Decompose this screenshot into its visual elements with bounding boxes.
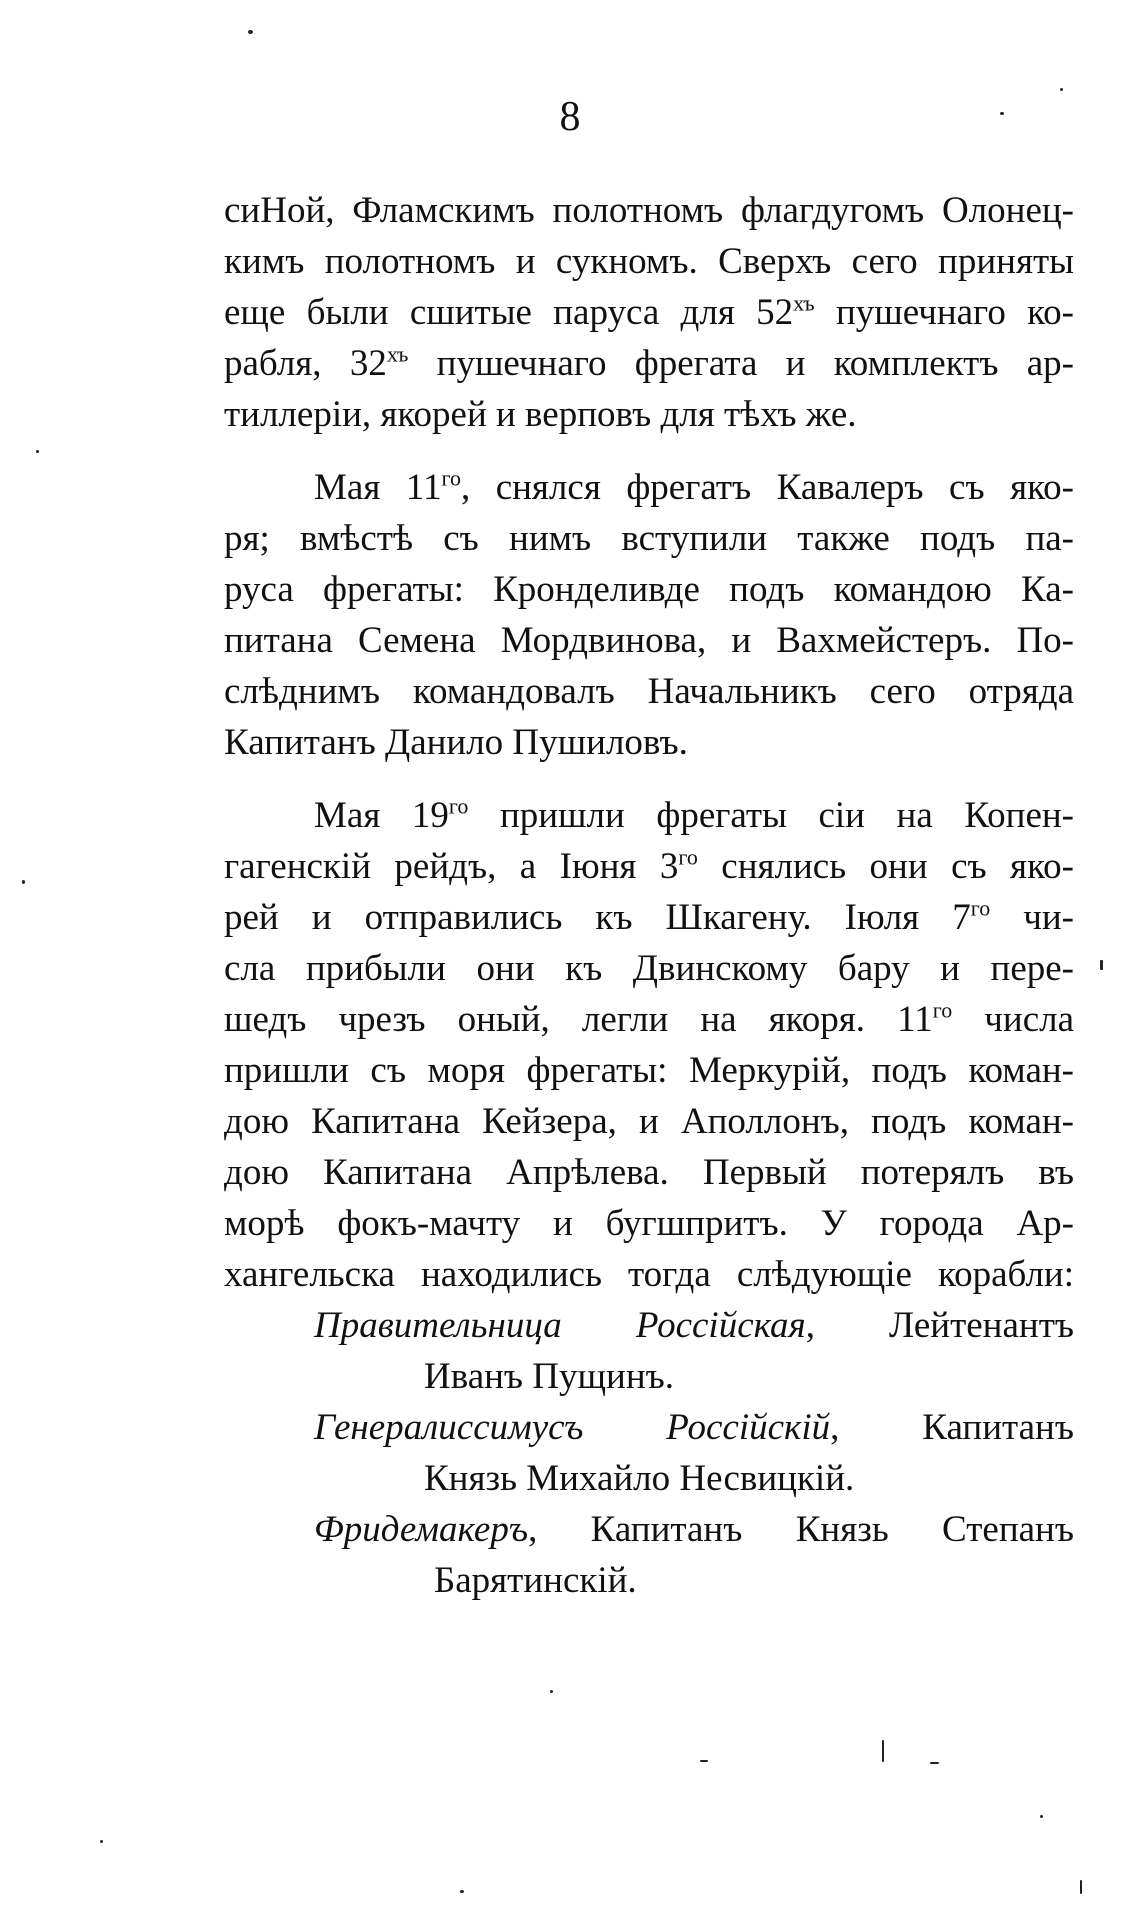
- scan-speck: [1080, 1880, 1082, 1894]
- text-line: Иванъ Пущинъ.: [424, 1356, 675, 1397]
- scan-speck: [1060, 88, 1063, 91]
- scan-speck: [700, 1760, 708, 1762]
- text-line: дою Капитана Кейзера, и Аполлонъ, подъ коман-: [224, 1101, 1074, 1142]
- superscript: хъ: [386, 341, 409, 367]
- scan-speck: [36, 450, 39, 453]
- text-line: морѣ фокъ-мачту и бугшпритъ. У города Ар-: [224, 1203, 1074, 1244]
- text-line: хангельска находились тогда слѣдующiе корабли:: [224, 1254, 1074, 1295]
- ship-entry: [224, 1504, 1074, 1606]
- text-line: кимъ полотномъ и сукномъ. Сверхъ сего приняты: [224, 241, 1074, 282]
- text-line: шедъ чрезъ оный, легли на якоря. $11^{го}$ числа: [224, 997, 1075, 1040]
- superscript: го: [678, 844, 698, 870]
- scan-speck: [1100, 960, 1103, 970]
- text-line: слѣднимъ командовалъ Начальникъ сего отряда: [224, 671, 1074, 712]
- text-line: рей и отправились къ Шкагену. Iюля $7^{го}$ чи-: [224, 895, 1075, 938]
- scan-speck: [550, 1690, 553, 1693]
- scan-speck: [460, 1890, 464, 1893]
- text-line: Мая $11^{го}$, снялся фрегатъ Кавалеръ съ яко-: [314, 465, 1075, 508]
- ship-name: Генералиссимусъ Россiйскiй: [314, 1407, 831, 1448]
- scan-speck: [22, 880, 25, 884]
- text-line: Мая $19^{го}$ пришли фрегаты сiи на Копен-: [314, 793, 1074, 836]
- superscript: го: [448, 793, 469, 819]
- text-line: питана Семена Мордвинова, и Вахмейстеръ. По-: [224, 620, 1074, 661]
- paragraph-2: [224, 462, 1074, 768]
- text-line: сиНой, Фламскимъ полотномъ флагдугомъ Олонец-: [224, 190, 1074, 231]
- text-line: еще были сшитые паруса для $52^{хъ}$ пушечнаго ко-: [224, 290, 1074, 333]
- ship-entry: [224, 1402, 1074, 1504]
- text-line: рабля, $32^{хъ}$ пушечнаго фрегата и комплектъ ар-: [224, 341, 1074, 384]
- text-line: Капитанъ Данило Пушиловъ.: [224, 722, 688, 763]
- paragraph-1: [224, 185, 1074, 440]
- superscript: го: [970, 895, 991, 921]
- ship-name: Правительница Россiйская: [314, 1305, 806, 1346]
- text-line: дою Капитана Апрѣлева. Первый потерялъ въ: [224, 1152, 1074, 1193]
- text-line: Барятинскiй.: [434, 1560, 637, 1601]
- scan-speck: [930, 1762, 939, 1764]
- superscript: го: [441, 465, 461, 491]
- paragraph-3: [224, 790, 1074, 1300]
- text-line: Фридемакеръ, Капитанъ Князь Степанъ: [314, 1509, 1074, 1550]
- page-number: 8: [559, 94, 581, 140]
- superscript: го: [932, 997, 953, 1023]
- text-line: пришли съ моря фрегаты: Меркурiй, подъ коман-: [224, 1050, 1074, 1091]
- text-line: ря; вмѣстѣ съ нимъ вступили также подъ па-: [224, 518, 1074, 559]
- text-line: Генералиссимусъ Россiйскiй, Капитанъ: [314, 1407, 1074, 1448]
- scan-speck: [1000, 112, 1004, 115]
- text-line: Правительница Россiйская, Лейтенантъ: [314, 1305, 1074, 1346]
- scan-speck: [882, 1740, 884, 1762]
- body-text: [224, 185, 1074, 1606]
- superscript: хъ: [793, 290, 815, 316]
- scan-speck: [100, 1840, 103, 1843]
- text-line: Князь Михайло Несвицкiй.: [424, 1458, 855, 1499]
- text-line: тиллерiи, якорей и верповъ для тѣхъ же.: [224, 394, 857, 435]
- scan-speck: [248, 30, 253, 34]
- ship-name: Фридемакеръ: [314, 1509, 529, 1550]
- text-line: руса фрегаты: Кронделивде подъ командою Ка-: [224, 569, 1074, 610]
- text-line: гагенскiй рейдъ, а Iюня $3^{го}$ снялись они съ яко-: [224, 844, 1074, 887]
- text-line: сла прибыли они къ Двинскому бару и пере-: [224, 948, 1074, 989]
- scan-speck: [1040, 1815, 1043, 1818]
- ship-entry: [224, 1300, 1074, 1402]
